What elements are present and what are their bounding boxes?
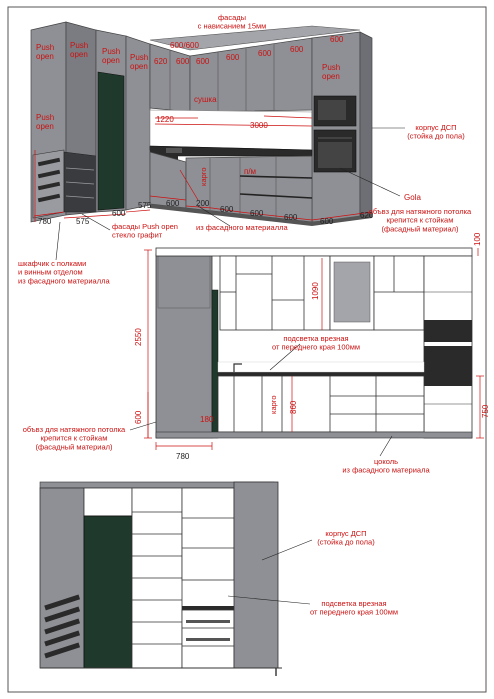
label-100: 100 — [473, 232, 482, 246]
open-countertop — [182, 606, 234, 610]
label-3000: 3000 — [250, 121, 268, 130]
label-600-c: 600 — [258, 49, 272, 58]
front-elevation — [130, 248, 484, 456]
label-600-a: 600 — [196, 57, 210, 66]
label-600-l: 600 — [320, 217, 334, 226]
label-bulkhead-left: объвз для натяжного потолка крепится к стойкам (фасадный материал) — [22, 425, 126, 452]
elev-oven-icon — [424, 346, 472, 386]
label-backlight-2: подсветка врезная от переднего края 100мм — [309, 599, 399, 617]
label-600-v2: 600 — [134, 410, 143, 424]
label-1090: 1090 — [311, 282, 320, 300]
label-600-f: 600 — [176, 57, 190, 66]
elev-lower-cabinets — [218, 376, 424, 432]
view3-labels — [310, 529, 398, 617]
label-gola: Gola — [404, 193, 421, 202]
label-620: 620 — [154, 57, 168, 66]
label-facades-push-glass: фасады Push open стекло графит — [112, 222, 178, 240]
open-upper-shelf — [84, 488, 132, 516]
label-600-k: 600 — [284, 213, 298, 222]
label-facade-material-1: из фасадного материалла — [196, 223, 288, 232]
open-right-column — [234, 482, 278, 668]
oven-column-side — [360, 32, 372, 218]
label-push-open-4: Push open — [130, 53, 149, 72]
label-backlight-1: подсветка врезная от переднего края 100мм — [271, 334, 361, 352]
elev-tall-column — [156, 254, 212, 438]
label-1220: 1220 — [156, 115, 174, 124]
open-upper-cabinet — [182, 488, 234, 580]
label-kargo-1: карго — [199, 167, 208, 186]
label-200: 200 — [196, 199, 210, 208]
label-600-b: 600 — [226, 53, 240, 62]
label-575-b: 575 — [138, 201, 152, 210]
label-575-a: 575 — [76, 217, 90, 226]
label-600-d: 600 — [290, 45, 304, 54]
label-780: 780 — [38, 217, 52, 226]
backsplash — [150, 110, 312, 150]
label-600-h: 600 — [166, 199, 180, 208]
label-sushka: сушка — [194, 95, 217, 104]
elev-plinth — [156, 432, 472, 438]
label-bulkhead-top: объвз для натяжного потолка крепится к стойкам (фасадный материал) — [368, 207, 472, 234]
elev-dish-rack — [334, 262, 370, 322]
label-620-b: 620 — [360, 211, 374, 220]
label-pm: п/м — [244, 167, 257, 176]
label-180: 180 — [200, 415, 214, 424]
fridge-glass-door — [98, 72, 124, 210]
label-600-i: 600 — [220, 205, 234, 214]
label-600-e: 600 — [330, 35, 344, 44]
label-push-open-1: Push open — [36, 43, 55, 62]
label-600-j: 600 — [250, 209, 264, 218]
open-front-view — [40, 482, 312, 676]
sink-icon — [166, 148, 182, 153]
label-push-open-5: Push open — [36, 113, 55, 132]
label-korpus-dsp-1: корпус ДСП (стойка до пола) — [407, 123, 465, 141]
label-push-open-3: Push open — [102, 47, 121, 66]
label-600-g: 600 — [112, 209, 126, 218]
label-facades-overhang: фасады с нависанием 15мм — [197, 13, 267, 31]
label-2550: 2550 — [134, 328, 143, 346]
label-push-open-6: Push open — [322, 63, 341, 82]
label-780-v2: 780 — [176, 452, 190, 461]
elev-bulkhead — [156, 248, 472, 256]
label-korpus-dsp-2: корпус ДСП (стойка до пола) — [317, 529, 375, 547]
elev-countertop — [218, 372, 424, 376]
elev-microwave-icon — [424, 320, 472, 342]
label-push-open-2: Push open — [70, 41, 89, 60]
label-wine-cabinet: шкафчик с полками и винным отделом из фасадного материалла — [18, 259, 110, 286]
label-750: 750 — [481, 404, 490, 418]
label-plinth: цоколь из фасадного материала — [342, 457, 430, 475]
label-860: 860 — [289, 400, 298, 414]
oven-column — [312, 32, 360, 222]
label-kargo-2: карго — [269, 395, 278, 414]
label-600-600: 600/600 — [170, 41, 199, 50]
open-fridge-door — [84, 516, 132, 668]
